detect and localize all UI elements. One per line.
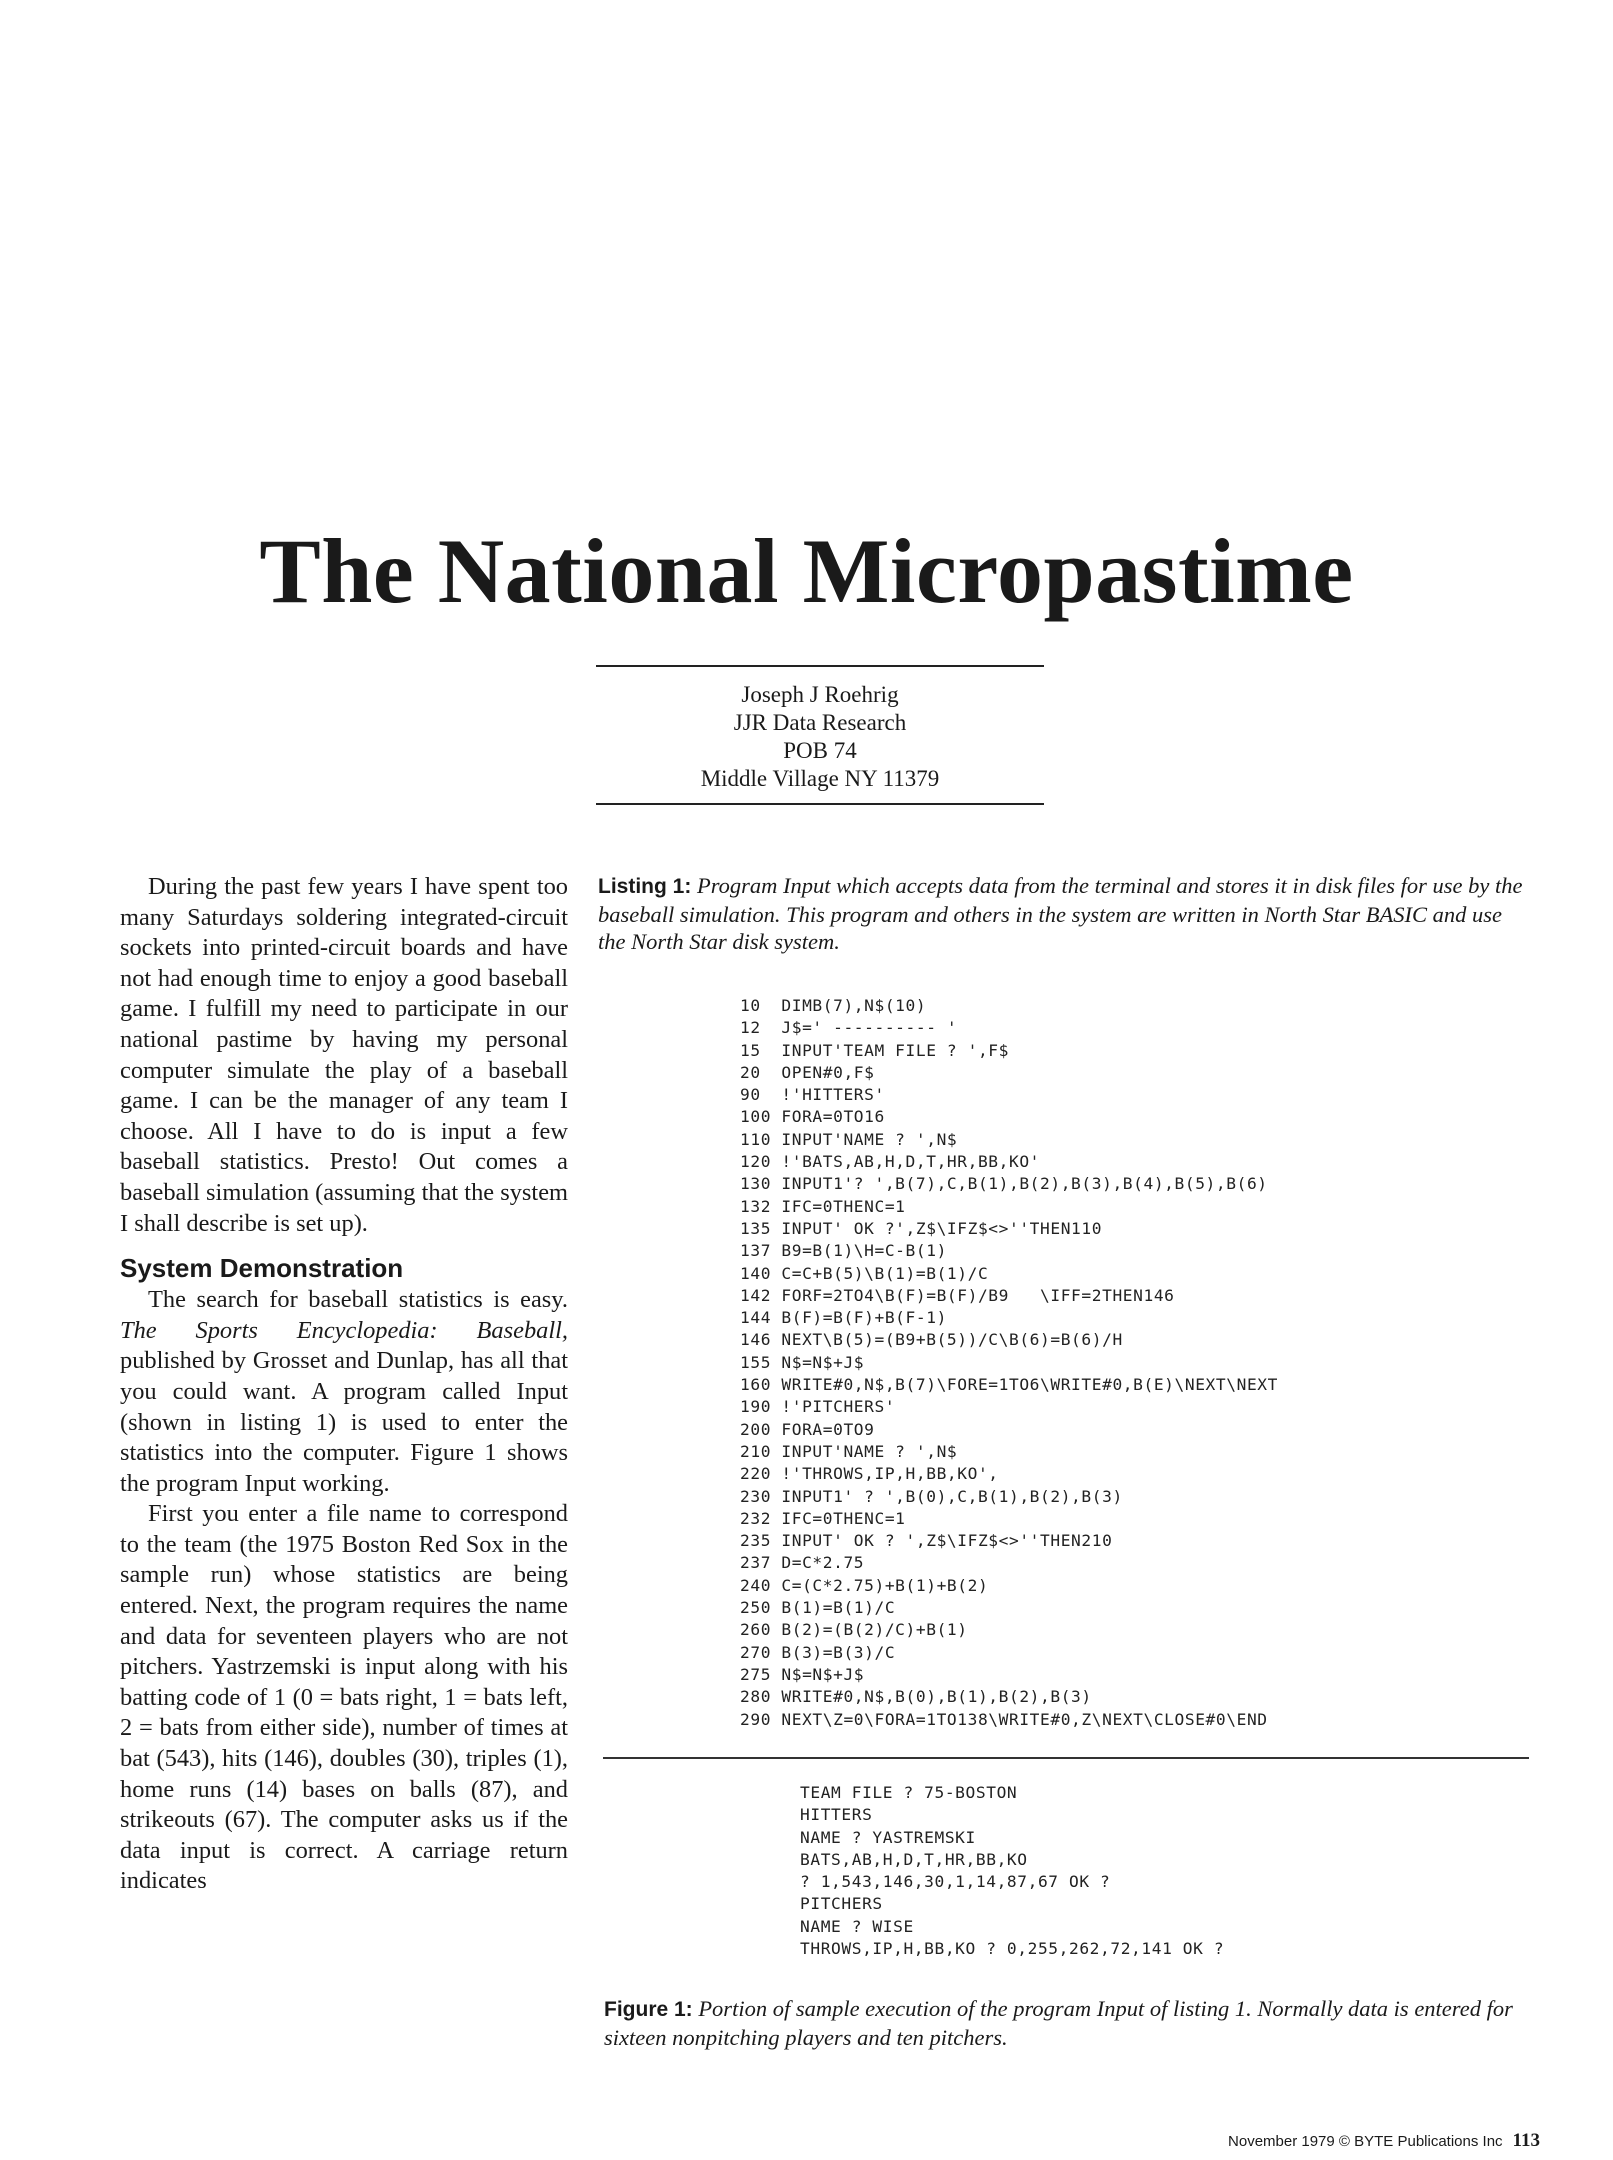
code-line: 120 !'BATS,AB,H,D,T,HR,BB,KO' <box>740 1152 1041 1172</box>
body-column <box>120 872 568 1897</box>
body-text: The search for baseball statistics is easy. <box>148 1286 568 1314</box>
code-line: 235 INPUT' OK ? ',Z$\IFZ$<>''THEN210 <box>740 1531 1113 1551</box>
code-line: 200 FORA=0TO9 <box>740 1419 875 1439</box>
page-footer <box>1160 2130 1540 2152</box>
code-line: 260 B(2)=(B(2)/C)+B(1) <box>740 1620 968 1640</box>
code-line: 280 WRITE#0,N$,B(0),B(1),B(2),B(3) <box>740 1687 1092 1707</box>
code-line: 250 B(1)=B(1)/C <box>740 1598 896 1618</box>
code-line: 130 INPUT1'? ',B(7),C,B(1),B(2),B(3),B(4),B(5),B(6) <box>740 1174 1268 1194</box>
book-title: The Sports Encyclopedia: Baseball, <box>120 1316 568 1344</box>
figure-caption-text: Portion of sample execution of the program Input of listing 1. Normally data is entered for sixteen nonpitching players and ten pitchers. <box>604 1996 1513 2050</box>
code-line: 140 C=C+B(5)\B(1)=B(1)/C <box>740 1263 989 1283</box>
output-line: THROWS,IP,H,BB,KO ? 0,255,262,72,141 OK ? <box>800 1939 1225 1959</box>
code-line: 12 J$=' ---------- ' <box>740 1018 958 1038</box>
footer-publication: November 1979 © BYTE Publications Inc <box>1228 2133 1503 2150</box>
code-line: 232 IFC=0THENC=1 <box>740 1508 906 1528</box>
code-line: 142 FORF=2TO4\B(F)=B(F)/B9 \IFF=2THEN146 <box>740 1285 1175 1305</box>
body-text: published by Grosset and Dunlap, has all that you could want. A program called Input (shown in listing 1) is used to enter the statistics into the computer. Figure 1 shows the program Input working. <box>120 1347 568 1497</box>
figure-label: Figure 1: <box>604 1998 693 2021</box>
article-title: The National Micropastime <box>259 520 1354 622</box>
sample-execution <box>800 1782 1440 1960</box>
code-line: 270 B(3)=B(3)/C <box>740 1642 896 1662</box>
figure-caption <box>604 1995 1539 2051</box>
code-line: 20 OPEN#0,F$ <box>740 1062 875 1082</box>
output-line: HITTERS <box>800 1805 873 1825</box>
code-line: 10 DIMB(7),N$(10) <box>740 996 927 1015</box>
byline <box>596 665 1044 805</box>
code-line: 240 C=(C*2.75)+B(1)+B(2) <box>740 1575 989 1595</box>
code-line: 144 B(F)=B(F)+B(F-1) <box>740 1308 947 1328</box>
listing-label: Listing 1: <box>598 875 692 898</box>
listing-caption <box>598 872 1533 956</box>
output-line: PITCHERS <box>800 1894 883 1914</box>
code-line: 132 IFC=0THENC=1 <box>740 1196 906 1216</box>
code-line: 230 INPUT1' ? ',B(0),C,B(1),B(2),B(3) <box>740 1486 1123 1506</box>
code-line: 220 !'THROWS,IP,H,BB,KO', <box>740 1464 999 1484</box>
code-line: 146 NEXT\B(5)=(B9+B(5))/C\B(6)=B(6)/H <box>740 1330 1123 1350</box>
divider <box>603 1757 1529 1759</box>
output-line: NAME ? YASTREMSKI <box>800 1827 976 1847</box>
output-line: ? 1,543,146,30,1,14,87,67 OK ? <box>800 1872 1111 1892</box>
code-line: 190 !'PITCHERS' <box>740 1397 896 1417</box>
code-line: 210 INPUT'NAME ? ',N$ <box>740 1441 958 1461</box>
code-line: 155 N$=N$+J$ <box>740 1352 865 1372</box>
code-line: 90 !'HITTERS' <box>740 1085 885 1105</box>
code-line: 100 FORA=0TO16 <box>740 1107 885 1127</box>
output-line: BATS,AB,H,D,T,HR,BB,KO <box>800 1849 1028 1869</box>
body-paragraph: First you enter a file name to correspond to the team (the 1975 Boston Red Sox in the sample run) whose statistics are being entered. Next, the program requires the name and data for seventeen players who are not pitchers. Yastrzemski is input along with his batting code of 1 (0 = bats right, 1 = bats left, 2 = bats from either side), number of times at bat (543), hits (146), doubles (30), triples (1), home runs (14) bases on balls (87), and strikeouts (67). The computer asks us if the data input is correct. A carriage return indicates <box>120 1500 568 1895</box>
code-line: 160 WRITE#0,N$,B(7)\FORE=1TO6\WRITE#0,B(E)\NEXT\NEXT <box>740 1375 1278 1395</box>
author-city: Middle Village NY 11379 <box>700 766 940 791</box>
page-number: 113 <box>1512 2130 1540 2151</box>
program-listing <box>740 995 1440 1731</box>
author-company: JJR Data Research <box>733 710 907 735</box>
body-paragraph: During the past few years I have spent too many Saturdays soldering integrated-circuit sockets into printed-circuit boards and have not had enough time to enjoy a good baseball game. I fulfill my need to participate in our national pastime by having my personal computer simulate the play of a baseball game. I can be the manager of any team I choose. All I have to do is input a few baseball statistics. Presto! Out comes a baseball simulation (assuming that the system I shall describe is set up). <box>120 873 568 1237</box>
author-po-box: POB 74 <box>783 738 857 763</box>
code-line: 275 N$=N$+J$ <box>740 1664 865 1684</box>
output-line: TEAM FILE ? 75-BOSTON <box>800 1783 1018 1802</box>
code-line: 237 D=C*2.75 <box>740 1553 865 1573</box>
code-line: 137 B9=B(1)\H=C-B(1) <box>740 1241 947 1261</box>
code-line: 15 INPUT'TEAM FILE ? ',F$ <box>740 1040 1009 1060</box>
author-name: Joseph J Roehrig <box>741 682 899 707</box>
output-line: NAME ? WISE <box>800 1916 914 1936</box>
code-line: 290 NEXT\Z=0\FORA=1TO138\WRITE#0,Z\NEXT\CLOSE#0\END <box>740 1709 1268 1729</box>
code-line: 110 INPUT'NAME ? ',N$ <box>740 1129 958 1149</box>
section-heading: System Demonstration <box>120 1253 404 1284</box>
listing-caption-text: Program Input which accepts data from the terminal and stores it in disk files for use by the baseball simulation. This program and others in the system are written in North Star BASIC and use the North Star disk system. <box>598 873 1523 954</box>
code-line: 135 INPUT' OK ?',Z$\IFZ$<>''THEN110 <box>740 1218 1103 1238</box>
body-paragraph <box>120 1285 568 1499</box>
